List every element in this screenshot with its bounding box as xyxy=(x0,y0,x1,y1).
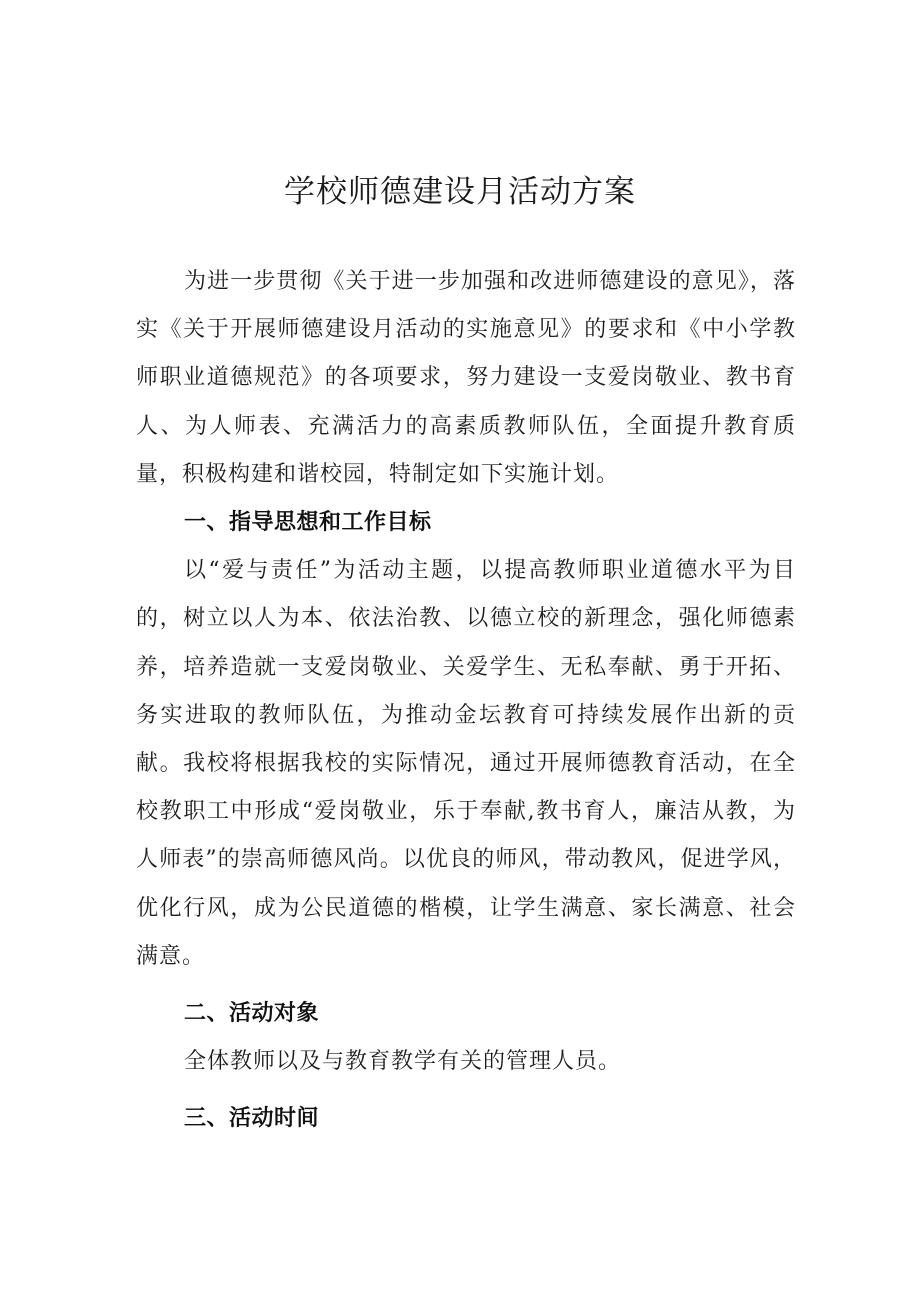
section-3-heading: 三、活动时间 xyxy=(184,1106,320,1132)
section-2-heading: 二、活动对象 xyxy=(184,1001,320,1027)
section-1-paragraph: 以“爱与责任”为活动主题，以提高教师职业道德水平为目的，树立以人为本、依法治教、以德立校的新理念，强化师德素养，培养造就一支爱岗敬业、关爱学生、无私奉献、勇于开拓、务实进取的教师队伍，为推动金坛教育可持续发展作出新的贡献。我校将根据我校的实际情况，通过开展师德教育活动，在全校教职工中形成“爱岗敬业，乐于奉献,教书育人，廉洁从教，为人师表”的崇高师德风尚。以优良的师风，带动教风，促进学风，优化行风，成为公民道德的楷模，让学生满意、家长满意、社会满意。 xyxy=(136,558,796,969)
intro-paragraph: 为进一步贯彻《关于进一步加强和改进师德建设的意见》，落实《关于开展师德建设月活动的实施意见》的要求和《中小学教师职业道德规范》的各项要求，努力建设一支爱岗敬业、教书育人、为人师表、充满活力的高素质教师队伍，全面提升教育质量，积极构建和谐校园，特制定如下实施计划。 xyxy=(136,269,796,487)
section-1-heading: 一、指导思想和工作目标 xyxy=(184,510,432,536)
section-2-paragraph: 全体教师以及与教育教学有关的管理人员。 xyxy=(184,1049,622,1075)
document-title: 学校师德建设月活动方案 xyxy=(284,174,636,210)
document-body xyxy=(136,258,796,1144)
